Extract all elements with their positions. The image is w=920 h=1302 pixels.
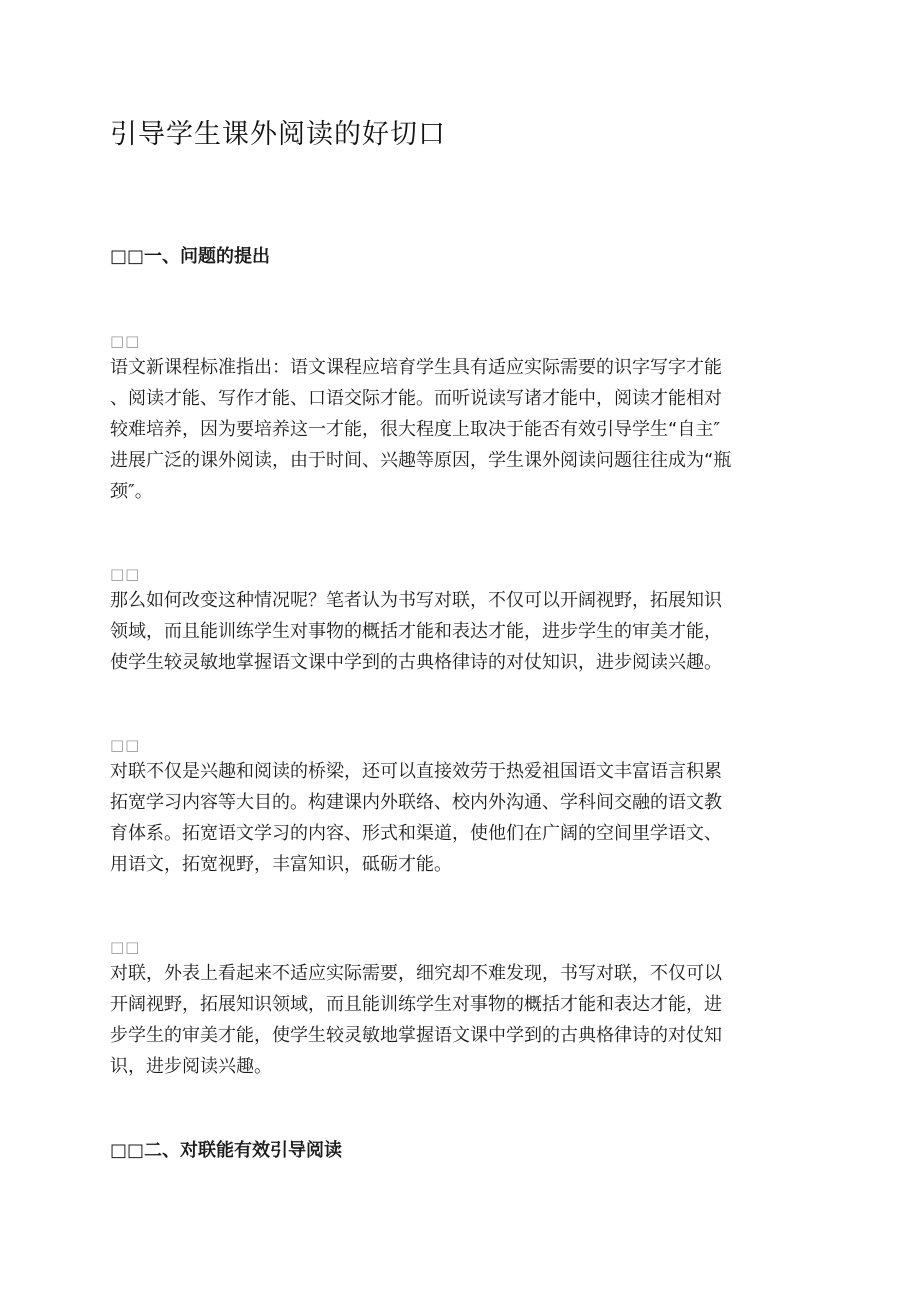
paragraph-line: 对联不仅是兴趣和阅读的桥梁，还可以直接效劳于热爱祖国语文丰富语言积累 — [110, 761, 722, 782]
paragraph-1 — [110, 352, 800, 507]
paragraph-4 — [110, 958, 800, 1082]
paragraph-line: 较难培养，因为要培养这一才能，很大程度上取决于能否有效引导学生“自主″ — [110, 419, 721, 440]
section-heading-1: □□一、问题的提出 — [110, 246, 271, 267]
section-heading-2: □□二、对联能有效引导阅读 — [110, 1140, 343, 1161]
paragraph-line: 、阅读才能、写作才能、口语交际才能。而听说读写诸才能中，阅读才能相对 — [110, 388, 722, 409]
paragraph-line: 拓宽学习内容等大目的。构建课内外联络、校内外沟通、学科间交融的语文教 — [110, 792, 722, 813]
paragraph-line: 语文新课程标准指出：语文课程应培育学生具有适应实际需要的识字写字才能 — [110, 357, 722, 378]
paragraph-line: 步学生的审美才能，使学生较灵敏地掌握语文课中学到的古典格律诗的对仗知 — [110, 1025, 722, 1046]
paragraph-line: 识，进步阅读兴趣。 — [110, 1056, 272, 1077]
paragraph-2 — [110, 585, 800, 678]
paragraph-marker: □□ — [110, 565, 141, 583]
paragraph-line: 领域，而且能训练学生对事物的概括才能和表达才能，进步学生的审美才能， — [110, 621, 722, 642]
paragraph-marker: □□ — [110, 938, 141, 956]
paragraph-line: 开阔视野，拓展知识领域，而且能训练学生对事物的概括才能和表达才能，进 — [110, 994, 722, 1015]
paragraph-line: 颈″。 — [110, 481, 153, 502]
paragraph-line: 那么如何改变这种情况呢？笔者认为书写对联，不仅可以开阔视野，拓展知识 — [110, 590, 722, 611]
paragraph-line: 用语文，拓宽视野，丰富知识，砥砺才能。 — [110, 854, 452, 875]
paragraph-line: 育体系。拓宽语文学习的内容、形式和渠道，使他们在广阔的空间里学语文、 — [110, 823, 722, 844]
page-title: 引导学生课外阅读的好切口 — [110, 119, 446, 150]
paragraph-line: 使学生较灵敏地掌握语文课中学到的古典格律诗的对仗知识，进步阅读兴趣。 — [110, 652, 722, 673]
paragraph-line: 对联，外表上看起来不适应实际需要，细究却不难发现，书写对联，不仅可以 — [110, 963, 722, 984]
paragraph-marker: □□ — [110, 332, 141, 350]
paragraph-line: 进展广泛的课外阅读，由于时间、兴趣等原因，学生课外阅读问题往往成为“瓶 — [110, 450, 732, 471]
paragraph-marker: □□ — [110, 736, 141, 754]
paragraph-3 — [110, 756, 800, 880]
